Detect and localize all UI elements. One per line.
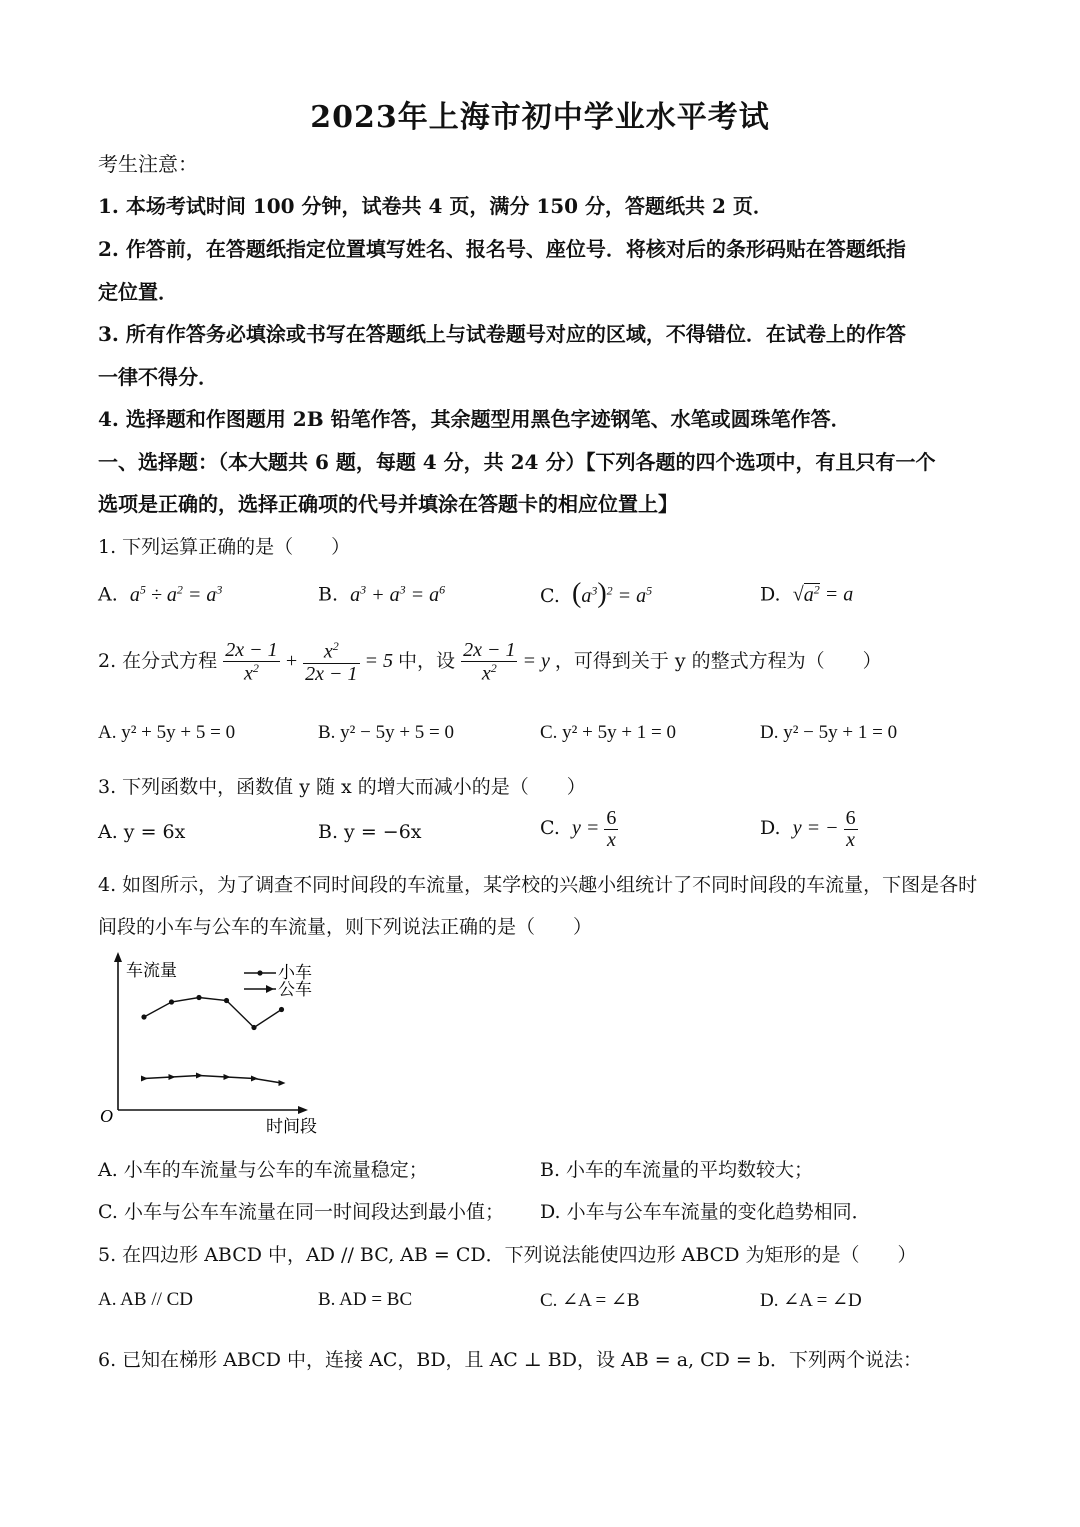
legend-bus-marker — [266, 985, 274, 993]
series-0-point-0 — [141, 1014, 146, 1019]
legend-bus-label: 公车 — [278, 980, 312, 1000]
section1-heading-cont: 选项是正确的，选择正确项的代号并填涂在答题卡的相应位置上】 — [98, 492, 678, 516]
q3-stem: 3. 下列函数中，函数值 y 随 x 的增大而减小的是（ ） — [98, 776, 586, 798]
legend-car-marker — [257, 970, 262, 975]
series-line-1 — [144, 1076, 282, 1084]
q2-option-c: C. y² + 5y + 1 = 0 — [540, 722, 677, 743]
notice-header: 考生注意： — [98, 152, 198, 176]
traffic-line-chart — [90, 950, 350, 1140]
q1-option-a: A. $a^5 \div a^2 = a^3$ — [98, 582, 223, 606]
origin-label: O — [100, 1106, 113, 1126]
q4-option-a: A. 小车的车流量与公车的车流量稳定； — [98, 1159, 428, 1181]
notice-item-2-cont: 定位置． — [98, 280, 178, 304]
series-1-point-2 — [196, 1073, 203, 1079]
notice-item-1: 1. 本场考试时间 100 分钟，试卷共 4 页，满分 150 分，答题纸共 2 页． — [98, 194, 773, 218]
series-0-point-2 — [196, 995, 201, 1000]
series-0-point-1 — [169, 999, 174, 1004]
q2-option-b: B. y² − 5y + 5 = 0 — [318, 722, 455, 743]
x-axis-arrow — [298, 1106, 308, 1114]
q5-stem: 5. 在四边形 ABCD 中，AD // BC, AB = CD．下列说法能使四边形 ABCD 为矩形的是（ ） — [98, 1244, 917, 1266]
q2-option-a: A. y² + 5y + 5 = 0 — [98, 722, 236, 743]
notice-item-2: 2. 作答前，在答题纸指定位置填写姓名、报名号、座位号．将核对后的条形码贴在答题纸指 — [98, 237, 906, 261]
q4-stem: 4. 如图所示，为了调查不同时间段的车流量，某学校的兴趣小组统计了不同时间段的车流量，下图是各时 — [98, 874, 978, 896]
series-layer — [141, 995, 286, 1086]
q1-option-d: D. $√a^2 = a$ — [760, 582, 854, 606]
series-0-point-3 — [224, 998, 229, 1003]
q4-option-b: B. 小车的车流量的平均数较大； — [540, 1159, 814, 1181]
series-1-point-1 — [169, 1074, 176, 1080]
y-axis-arrow — [114, 952, 122, 962]
q3-option-a: A. y = 6x — [98, 821, 186, 843]
series-line-0 — [144, 998, 282, 1028]
y-axis-label: 车流量 — [126, 961, 177, 981]
series-0-point-4 — [251, 1025, 256, 1030]
page-title: 2023年上海市初中学业水平考试 — [310, 100, 770, 135]
series-1-point-0 — [141, 1076, 148, 1082]
notice-item-4: 4. 选择题和作图题用 2B 铅笔作答，其余题型用黑色字迹钢笔、水笔或圆珠笔作答． — [98, 407, 851, 431]
notice-item-3-cont: 一律不得分． — [98, 365, 218, 389]
q4-option-c: C. 小车与公车车流量在同一时间段达到最小值； — [98, 1201, 504, 1223]
series-1-point-3 — [224, 1074, 231, 1080]
notice-item-3: 3. 所有作答务必填涂或书写在答题纸上与试卷题号对应的区域，不得错位．在试卷上的作答 — [98, 322, 906, 346]
legend-car-label: 小车 — [278, 963, 312, 983]
q5-option-c: C. ∠A = ∠B — [540, 1290, 640, 1311]
q2-stem: 2. 在分式方程 $\frac{2x - 1}{x^2}$ + $\frac{x^2}{2x - 1}$ = 5 中，设 $\frac{2x - 1}{x^2}$ = y ，可得到关于 y 的整式方程为（ ） — [98, 639, 882, 685]
q5-option-a: A. AB // CD — [98, 1289, 194, 1310]
q5-option-d: D. ∠A = ∠D — [760, 1290, 862, 1311]
q3-option-d: D. y = − $\frac{6}{x}$ — [760, 807, 856, 851]
section1-heading: 一、选择题：（本大题共 6 题，每题 4 分，共 24 分）【下列各题的四个选项中，有且只有一个 — [98, 450, 936, 474]
series-1-point-4 — [251, 1076, 258, 1082]
q4-stem-cont: 间段的小车与公车的车流量，则下列说法正确的是（ ） — [98, 916, 593, 938]
x-axis-label: 时间段 — [266, 1117, 317, 1137]
q1-option-c: C. $(a^3)^2 = a^5$ — [540, 578, 653, 609]
q1-stem: 1. 下列运算正确的是（ ） — [98, 536, 351, 558]
q3-option-c: C. y = $\frac{6}{x}$ — [540, 807, 617, 851]
series-1-point-5 — [279, 1080, 286, 1086]
q1-option-b: B. $a^3 + a^3 = a^6$ — [318, 582, 446, 606]
series-0-point-5 — [279, 1007, 284, 1012]
q2-option-d: D. y² − 5y + 1 = 0 — [760, 722, 898, 743]
q4-option-d: D. 小车与公车车流量的变化趋势相同． — [540, 1201, 871, 1223]
q6-stem: 6. 已知在梯形 ABCD 中，连接 AC，BD，且 AC ⊥ BD，设 AB = a, CD = b．下列两个说法： — [98, 1349, 923, 1371]
q5-option-b: B. AD = BC — [318, 1289, 413, 1310]
q3-option-b: B. y = −6x — [318, 821, 422, 843]
